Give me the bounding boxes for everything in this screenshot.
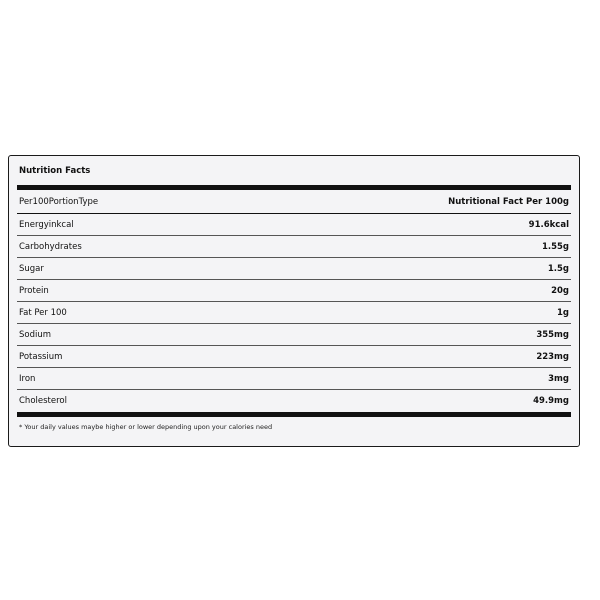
row-label: Potassium — [19, 351, 63, 362]
header-value: Nutritional Fact Per 100g — [448, 196, 569, 207]
row-label: Protein — [19, 285, 49, 296]
table-row-carbohydrates — [17, 236, 571, 258]
row-value: 1.5g — [547, 263, 569, 274]
table-row-cholesterol — [17, 390, 571, 412]
row-label: Iron — [19, 373, 36, 384]
row-value: 355mg — [536, 329, 569, 340]
row-value: 91.6kcal — [528, 219, 569, 230]
row-label: Sugar — [19, 263, 44, 274]
row-value: 49.9mg — [533, 396, 569, 406]
nutrition-facts-title: Nutrition Facts — [19, 166, 91, 176]
row-label: Energyinkcal — [19, 219, 74, 230]
row-value: 3mg — [548, 373, 569, 384]
row-label: Fat Per 100 — [19, 307, 67, 318]
row-value: 1g — [557, 307, 569, 318]
table-row-fat — [17, 302, 571, 324]
row-label: Cholesterol — [19, 396, 67, 406]
row-label: Carbohydrates — [19, 241, 82, 252]
daily-values-footnote: * Your daily values maybe higher or lower depending upon your calories need — [19, 423, 273, 431]
table-row-energy — [17, 214, 571, 236]
row-value: 223mg — [536, 351, 569, 362]
header-label: Per100PortionType — [19, 196, 99, 207]
table-row-sugar — [17, 258, 571, 280]
table-header-row — [17, 190, 571, 214]
nutrition-facts-panel — [8, 155, 580, 447]
table-row-potassium — [17, 346, 571, 368]
table-row-protein — [17, 280, 571, 302]
row-value: 20g — [551, 285, 569, 296]
row-label: Sodium — [19, 329, 52, 340]
table-row-sodium — [17, 324, 571, 346]
row-value: 1.55g — [541, 241, 569, 252]
table-row-iron — [17, 368, 571, 390]
